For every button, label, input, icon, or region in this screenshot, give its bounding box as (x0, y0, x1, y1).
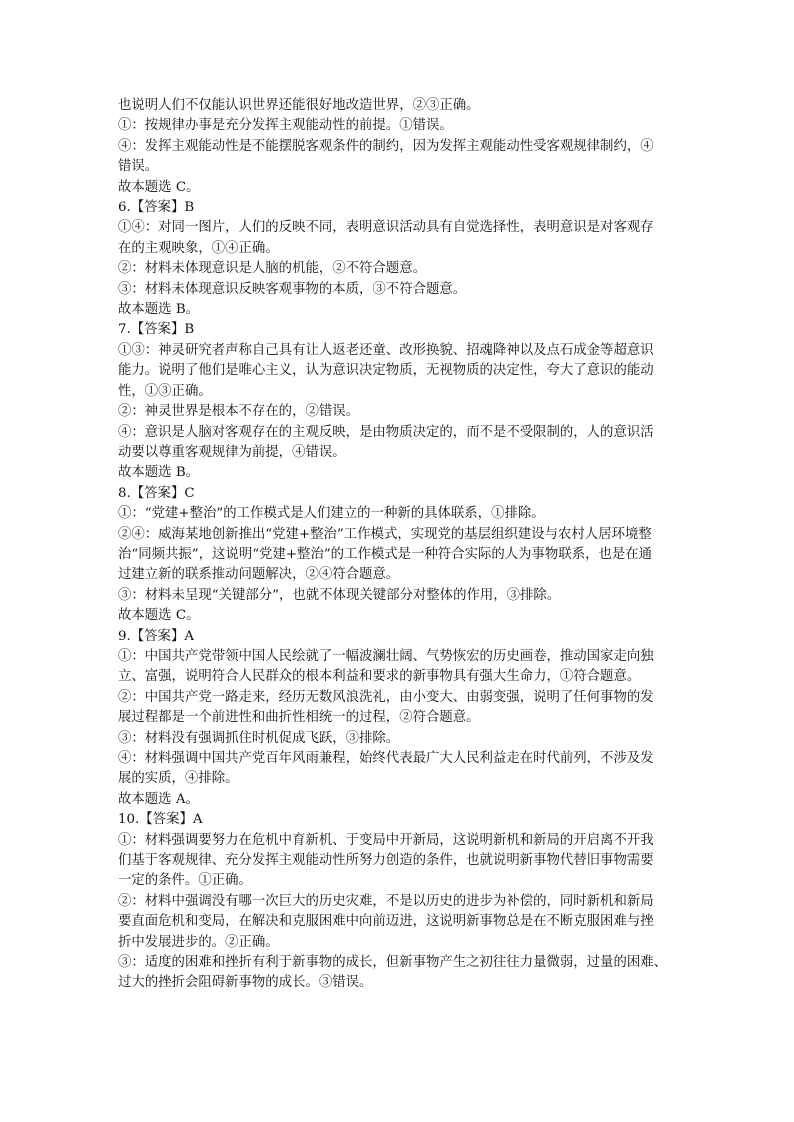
text-line: 要直面危机和变局，在解决和克服困难中向前迈进，这说明新事物总是在不断克服困难与挫 (118, 914, 654, 930)
text-line: ②④：威海某地创新推出“党建+整治”工作模式，实现党的基层组织建设与农村人居环境整 (118, 526, 652, 542)
text-line: 一定的条件。①正确。 (118, 873, 252, 889)
text-line: 能力。说明了他们是唯心主义，认为意识决定物质，无视物质的决定性，夸大了意识的能动 (118, 363, 654, 379)
text-line: 治“同频共振”，这说明“党建+整治”的工作模式是一种符合实际的人为事物联系，也是在通 (118, 546, 653, 562)
text-line: 在的主观映象，①④正确。 (118, 240, 279, 256)
text-line: ④：发挥主观能动性是不能摆脱客观条件的制约，因为发挥主观能动性受客观规律制约，④ (118, 138, 654, 154)
text-line: 故本题选 C。 (118, 179, 200, 195)
text-line: 也说明人们不仅能认识世界还能很好地改造世界，②③正确。 (118, 98, 480, 113)
text-line: ①：中国共产党带领中国人民绘就了一幅波澜壮阔、气势恢宏的历史画卷，推动国家走向独 (118, 648, 654, 664)
text-line: 们基于客观规律、充分发挥主观能动性所努力创造的条件，也就说明新事物代替旧事物需要 (118, 853, 654, 869)
text-line: 7.【答案】B (118, 322, 195, 338)
text-line: 立、富强，说明符合人民群众的根本利益和要求的新事物具有强大生命力，①符合题意。 (118, 669, 641, 685)
text-line: 过建立新的联系推动问题解决，②④符合题意。 (118, 567, 400, 583)
text-line: 动要以尊重客观规律为前提，④错误。 (118, 444, 346, 460)
text-line: ②：神灵世界是根本不存在的，②错误。 (118, 404, 360, 420)
text-line: 6.【答案】B (118, 200, 195, 216)
text-line: ①：材料强调要努力在危机中育新机、于变局中开新局，这说明新机和新局的开启离不开我 (118, 832, 654, 848)
text-line: ①④：对同一图片，人们的反映不同，表明意识活动具有自觉选择性，表明意识是对客观存 (118, 220, 654, 236)
text-line: ①：“党建+整治”的工作模式是人们建立的一种新的具体联系，①排除。 (118, 506, 545, 522)
text-line: 9.【答案】A (118, 628, 195, 644)
text-line: ④：意识是人脑对客观存在的主观反映，是由物质决定的，而不是不受限制的，人的意识活 (118, 424, 654, 440)
text-line: 展过程都是一个前进性和曲折性相统一的过程，②符合题意。 (118, 710, 480, 726)
document-body (118, 96, 690, 994)
text-line: 过大的挫折会阻碍新事物的成长。③错误。 (118, 975, 373, 991)
text-line: ④：材料强调中国共产党百年风雨兼程，始终代表最广大人民利益走在时代前列，不涉及发 (118, 751, 654, 766)
text-line: 故本题选 B。 (118, 302, 200, 318)
text-line: 故本题选 A。 (118, 791, 199, 807)
text-line: 故本题选 B。 (118, 465, 200, 481)
text-line: ①③：神灵研究者声称自己具有让人返老还童、改形换貌、招魂降神以及点石成金等超意识 (118, 342, 654, 358)
text-line: ③：适度的困难和挫折有利于新事物的成长，但新事物产生之初往往力量微弱，过量的困难、 (118, 955, 668, 971)
text-line: ②：材料未体现意识是人脑的机能，②不符合题意。 (118, 261, 426, 277)
text-line: 性，①③正确。 (118, 383, 212, 399)
text-line: ③：材料未呈现“关键部分”，也就不体现关键部分对整体的作用，③排除。 (118, 587, 561, 603)
text-line: 故本题选 C。 (118, 608, 200, 624)
text-line: 10.【答案】A (118, 812, 203, 828)
text-line: ②：中国共产党一路走来，经历无数风浪洗礼，由小变大、由弱变强，说明了任何事物的发 (118, 689, 654, 705)
text-line: ①：按规律办事是充分发挥主观能动性的前提。①错误。 (118, 118, 453, 134)
text-line: 展的实质，④排除。 (118, 771, 239, 787)
text-line: ③：材料未体现意识反映客观事物的本质，③不符合题意。 (118, 281, 467, 297)
text-line: ②：材料中强调没有哪一次巨大的历史灾难，不是以历史的进步为补偿的，同时新机和新局 (118, 893, 654, 909)
text-line: 8.【答案】C (118, 485, 195, 501)
text-line: 错误。 (118, 159, 159, 175)
text-line: ③：材料没有强调抓住时机促成飞跃，③排除。 (118, 730, 400, 746)
text-line: 折中发展进步的。②正确。 (118, 934, 279, 950)
